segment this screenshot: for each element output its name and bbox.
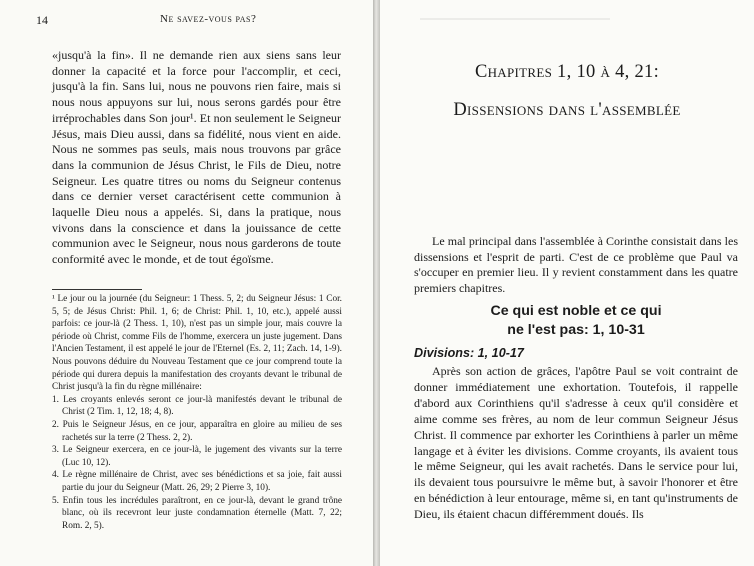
section-title: Dissensions dans l'assemblée xyxy=(453,100,681,120)
body-paragraph: «jusqu'à la fin». Il ne demande rien aux siens sans leur donner la capacité et la force pour l'accomplir, et ceci, jusqu'à la fin. Sans lui, nous ne pouvons rien faire, mais si nous nous appuyons sur lui, nous serons gardés pour être irréprochables dans Son jour¹. Et non seulement le Seigneur Jésus, mais Dieu aussi, dans sa fidélité, nous vient en aide. Nous ne sommes pas seuls, mais nous trouvons par grâce dans la communion de Jésus Christ, le Fils de Dieu, notre Seigneur. Les quatre titres ou noms du Seigneur contenus dans ce dernier verset caractérisent cette communion à laquelle Dieu nous a appelés. Si, dans la pratique, nous vivons dans la conscience et dans la jouissance de cette communion avec le Seigneur, nous nous garderons de toute conformité avec le monde, et de tout égoïsme. xyxy=(52,48,341,267)
show-through-line xyxy=(420,18,610,20)
footnote-list xyxy=(52,394,342,533)
left-page xyxy=(0,0,373,566)
subheading-line: ne l'est pas: 1, 10-31 xyxy=(507,322,645,338)
intro-paragraph: Le mal principal dans l'assemblée à Corinthe consistait dans les dissensions et l'esprit de parti. C'est de ce problème que Paul va s'occuper en premier lieu. Il y revient constamment dans les quatre premiers chapitres. xyxy=(414,234,738,295)
chapter-title: Chapitres 1, 10 à 4, 21: xyxy=(474,62,660,82)
footnote-item: 3. Le Seigneur exercera, en ce jour-là, le jugement des vivants sur la terre (Luc 10, 12). xyxy=(52,445,342,468)
subheading-line: Ce qui est noble et ce qui xyxy=(490,303,662,319)
division-paragraph: Après son action de grâces, l'apôtre Paul se voit contraint de donner immédiatement une exhortation. Toutefois, il rappelle d'abord aux Corinthiens qu'il s'adresse à ceux qu'il considère et aime comme ses frères, au nom de leur commun Seigneur Jésus Christ. Il commence par exhorter les Corinthiens à parler un même langage et à éviter les divisions. Comme croyants, ils avaient tous le même Seigneur, qui les avait rachetés. Dans le service pour lui, ils devaient tous poursuivre le même but, à savoir l'honorer et être en bénédiction à leur entourage, même si, en tant qu'instruments de Dieu, ils étaient chacun différemment doués. Ils xyxy=(414,364,738,522)
right-page xyxy=(380,0,754,566)
division-heading: Divisions: 1, 10-17 xyxy=(414,346,524,360)
footnote-item: 4. Le règne millénaire de Christ, avec ses bénédictions et sa joie, fait aussi partie du jour du Seigneur (Matt. 26, 29; 2 Pierre 3, 10). xyxy=(52,470,342,493)
subheading xyxy=(414,302,738,340)
footnote-intro: ¹ Le jour ou la journée (du Seigneur: 1 Thess. 5, 2; du Seigneur Jésus: 1 Cor. 5, 5; de Jésus Christ: Phil. 1, 6; de Christ: Phil. 1, 10, etc.), appelé aussi parfois: ce jour-là (2 Thess. 1, 10), n'est pas un simple jour, mais couvre la période où Christ, comme Fils de l'homme, exercera un juste jugement. Dans l'Ancien Testament, il est appelé le jour de l'Eternel (Es. 2, 11; Zach. 14, 1-9). Nous pouvons déduire du Nouveau Testament que ce jour comprend toute la période qui durera depuis la manifestation des croyants devant le tribunal de Christ jusqu'à la fin du règne millénaire: xyxy=(52,294,342,393)
footnotes xyxy=(52,293,342,532)
footnote-item: 2. Puis le Seigneur Jésus, en ce jour, apparaîtra en gloire au milieu de ses rachetés sur la terre (2 Thess. 2, 2). xyxy=(52,419,342,443)
footnote-item: 1. Les croyants enlevés seront ce jour-là manifestés devant le tribunal de Christ (2 Tim. 1, 12, 18; 4, 8). xyxy=(52,394,342,418)
footnote-divider xyxy=(52,289,142,290)
page-number: 14 xyxy=(36,13,48,27)
book-gutter xyxy=(373,0,380,566)
footnote-item: 5. Enfin tous les incrédules paraîtront, en ce jour-là, devant le grand trône blanc, où ils recevront leur juste condamnation éternelle (Matt. 7, 22; Rom. 2, 5). xyxy=(52,495,342,531)
running-title: Ne savez-vous pas? xyxy=(160,13,257,25)
